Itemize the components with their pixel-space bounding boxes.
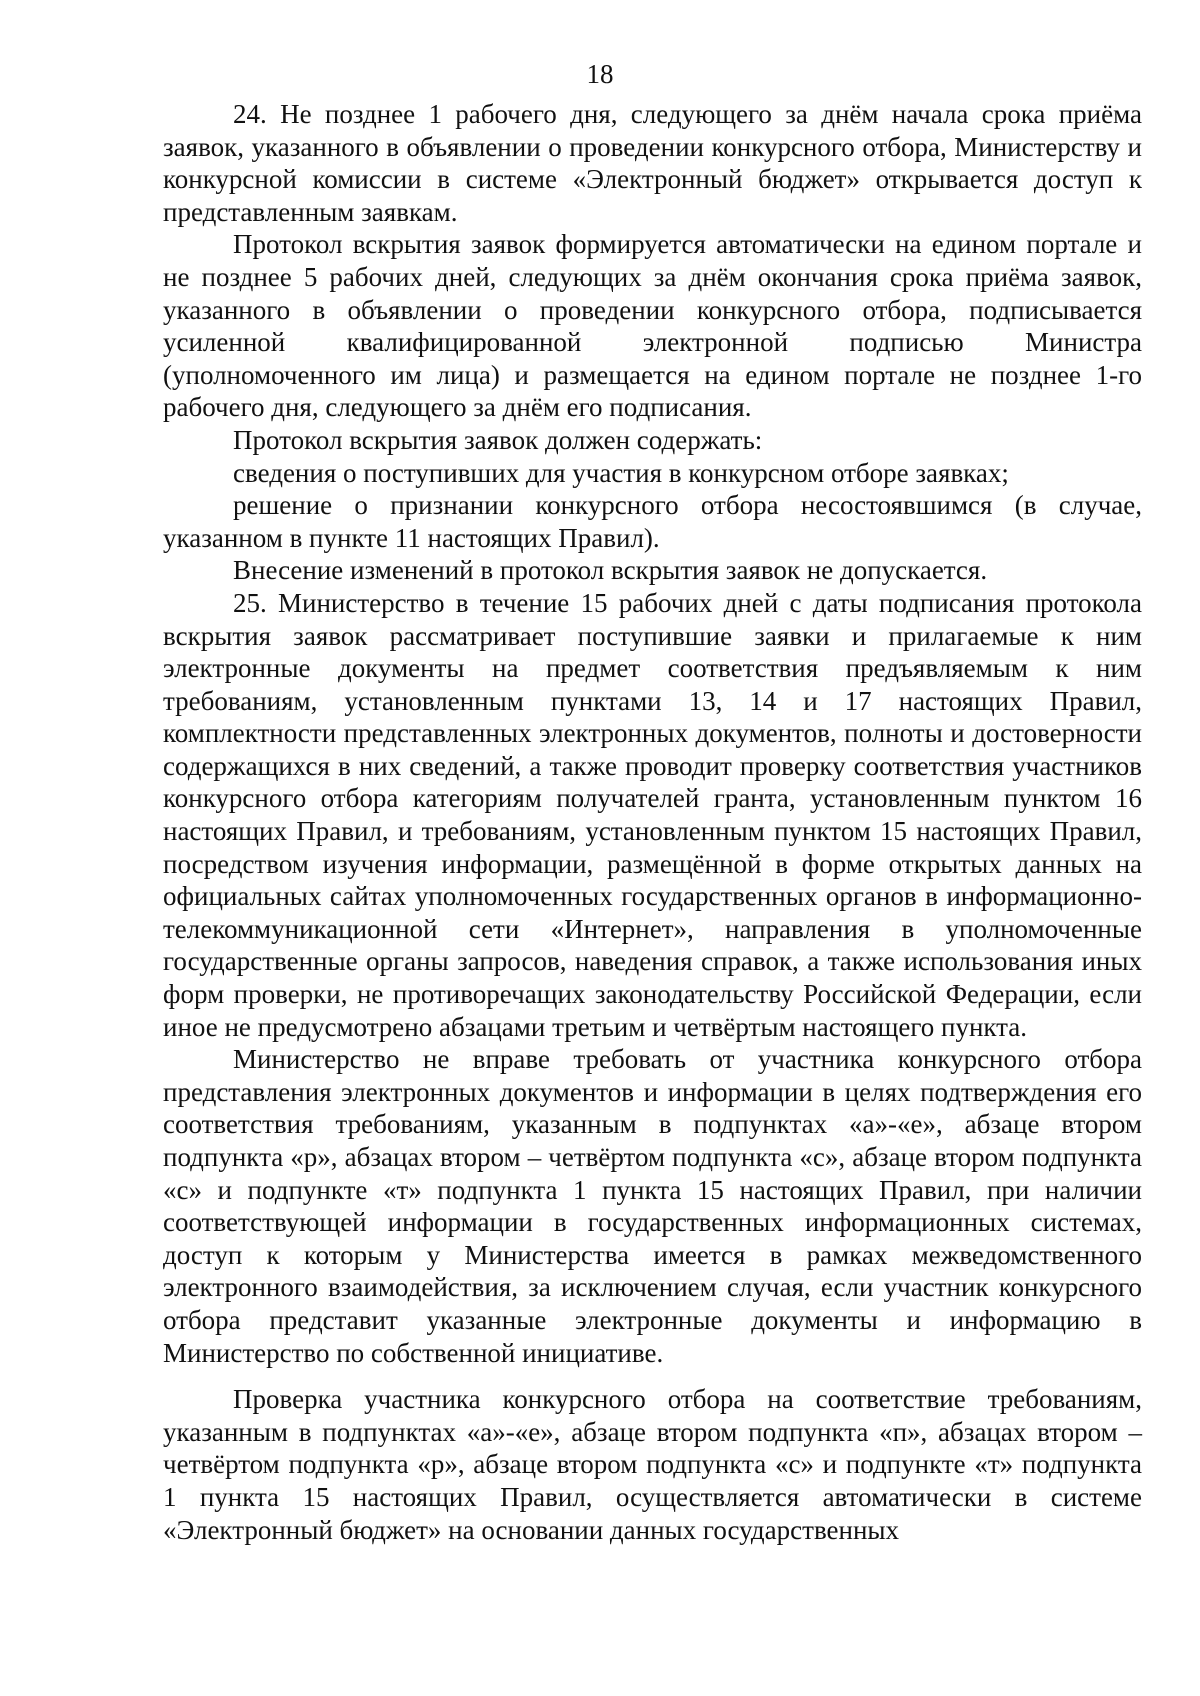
paragraph-protocol-contents-applications: сведения о поступивших для участия в конкурсном отборе заявках;: [233, 457, 1009, 488]
paragraph-ministry-restrictions: Министерство не вправе требовать от участника конкурсного отбора представления электронных документов и информации в целях подтверждения его соответствия требованиям, указанным в подпунктах «а»-«е», абзаце втором подпункта «р», абзацах втором – четвёртом подпункта «с», абзаце втором подпункта «с» и подпункте «т» подпункта 1 пункта 15 настоящих Правил, при наличии соответствующей информации в государственных информационных системах, доступ к которым у Министерства имеется в рамках межведомственного электронного взаимодействия, за исключением случая, если участник конкурсного отбора представит указанные электронные документы и информацию в Министерство по собственной инициативе.: [163, 1044, 1142, 1368]
paragraph-protocol-contents-failed-selection: решение о признании конкурсного отбора несостоявшимся (в случае, указанном в пункте 11 настоящих Правил).: [163, 490, 1142, 553]
paragraph-protocol-formation: Протокол вскрытия заявок формируется автоматически на едином портале и не позднее 5 рабочих дней, следующих за днём окончания срока приёма заявок, указанного в объявлении о проведении конкурсного отбора, подписывается усиленной квалифицированной электронной подписью Министра (уполномоченного им лица) и размещается на едином портале не позднее 1-го рабочего дня, следующего за днём его подписания.: [163, 229, 1142, 423]
document-body: [163, 98, 1142, 1546]
page-number: 18: [586, 59, 614, 89]
paragraph-item-25: 25. Министерство в течение 15 рабочих дней с даты подписания протокола вскрытия заявок рассматривает поступившие заявки и прилагаемые к ним электронные документы на предмет соответствия предъявляемым к ним требованиям, установленным пунктами 13, 14 и 17 настоящих Правил, комплектности представленных электронных документов, полноты и достоверности содержащихся в них сведений, а также проводит проверку соответствия участников конкурсного отбора категориям получателей гранта, установленным пунктом 16 настоящих Правил, и требованиям, установленным пунктом 15 настоящих Правил, посредством изучения информации, размещённой в форме открытых данных на официальных сайтах уполномоченных государственных органов в информационно-телекоммуникационной сети «Интернет», направления в уполномоченные государственные органы запросов, наведения справок, а также использования иных форм проверки, не противоречащих законодательству Российской Федерации, если иное не предусмотрено абзацами третьим и четвёртым настоящего пункта.: [163, 587, 1142, 1042]
paragraph-automatic-check: Проверка участника конкурсного отбора на соответствие требованиям, указанным в подпунктах «а»-«е», абзаце втором подпункта «п», абзацах втором – четвёртом подпункта «р», абзаце втором подпункта «с» и подпункте «т» подпункта 1 пункта 15 настоящих Правил, осуществляется автоматически в системе «Электронный бюджет» на основании данных государственных: [163, 1384, 1142, 1545]
paragraph-protocol-contents-intro: Протокол вскрытия заявок должен содержать:: [233, 424, 763, 455]
paragraph-item-24: 24. Не позднее 1 рабочего дня, следующего за днём начала срока приёма заявок, указанного в объявлении о проведении конкурсного отбора, Министерству и конкурсной комиссии в системе «Электронный бюджет» открывается доступ к представленным заявкам.: [163, 99, 1142, 227]
paragraph-no-changes: Внесение изменений в протокол вскрытия заявок не допускается.: [233, 555, 988, 586]
